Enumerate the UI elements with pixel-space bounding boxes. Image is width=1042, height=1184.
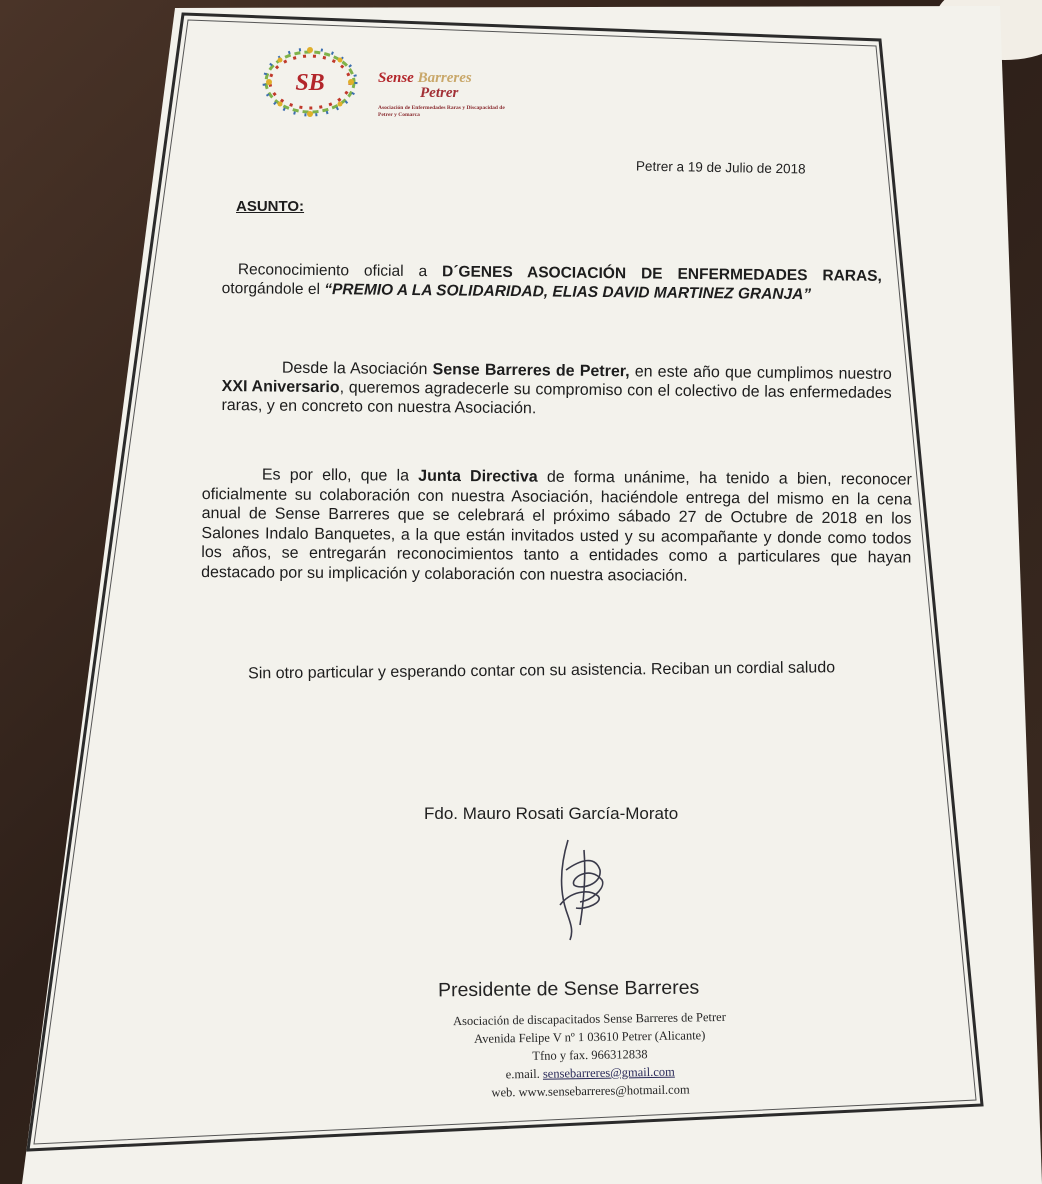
logo-letters: SB bbox=[295, 70, 325, 96]
web-label: web. bbox=[491, 1085, 519, 1100]
award-name: “PREMIO A LA SOLIDARIDAD, ELIAS DAVID MARTINEZ GRANJA” bbox=[324, 281, 812, 304]
p4-text: Sin otro particular y esperando contar con su asistencia. Reciban un cordial saludo bbox=[248, 659, 836, 683]
letter-date: Petrer a 19 de Julio de 2018 bbox=[635, 158, 806, 177]
p2-b: en este año que cumplimos nuestro bbox=[629, 363, 892, 384]
p3-a: Es por ello, que la bbox=[261, 466, 419, 485]
paragraph-thanks bbox=[221, 358, 892, 422]
subject-heading: ASUNTO: bbox=[236, 198, 305, 215]
paragraph-subject bbox=[222, 260, 882, 305]
handwritten-signature bbox=[540, 830, 620, 950]
footer-address-line1: Asociación de discapacitados Sense Barreres de Petrer bbox=[452, 1009, 726, 1029]
p2-c: , queremos agradecerle su compromiso con el colectivo de las enfermedades raras, y en concreto con nuestra Asociación. bbox=[221, 379, 892, 418]
footer-phone: Tfno y fax. 966312838 bbox=[532, 1047, 648, 1063]
email-label: e.mail. bbox=[505, 1066, 543, 1082]
brand-block bbox=[378, 70, 518, 118]
sense-barreres-logo bbox=[255, 42, 365, 122]
paragraph-invitation bbox=[201, 465, 912, 588]
brand-tagline: Asociación de Enfermedades Raras y Discapacidad de Petrer y Comarca bbox=[378, 105, 505, 118]
letter-footer bbox=[409, 1007, 770, 1103]
board-name: Junta Directiva bbox=[418, 467, 538, 486]
email-link[interactable]: sensebarreres@gmail.com bbox=[542, 1064, 675, 1081]
anniversary: XXI Aniversario bbox=[221, 377, 340, 397]
web-link[interactable]: www.sensebarreres@hotmail.com bbox=[518, 1082, 690, 1100]
brand-name-barreres: Barreres bbox=[417, 70, 472, 86]
org-name: Sense Barreres de Petrer, bbox=[432, 361, 630, 381]
signed-by: Fdo. Mauro Rosati García-Morato bbox=[424, 804, 679, 823]
p1-lead: Reconocimiento oficial a bbox=[237, 261, 443, 281]
recipient-name: D´GENES ASOCIACIÓN DE ENFERMEDADES RARAS, bbox=[442, 263, 882, 285]
p2-a: Desde la Asociación bbox=[281, 359, 433, 379]
p1-mid: otorgándole el bbox=[221, 279, 325, 299]
brand-city: Petrer bbox=[420, 85, 459, 101]
signer-role: Presidente de Sense Barreres bbox=[437, 976, 700, 1002]
p3-b: de forma unánime, ha tenido a bien, reconocer oficialmente su colaboración con nuestra Asociación, haciéndole entrega del mismo en la cena anual de Sense Barreres que se celebrará el próximo sábado 27 de Octubre de 2018 en los Salones Indalo Banquetes, a la que están invitados usted y su acompañante y donde como todos los años, se entregarán reconocimientos tanto a entidades como a particulares que hayan destacado por su implicación y colaboración con nuestra asociación. bbox=[201, 468, 912, 585]
footer-address-line2: Avenida Felipe V nº 1 03610 Petrer (Alicante) bbox=[473, 1028, 706, 1046]
brand-name-sense: Sense bbox=[378, 70, 414, 86]
